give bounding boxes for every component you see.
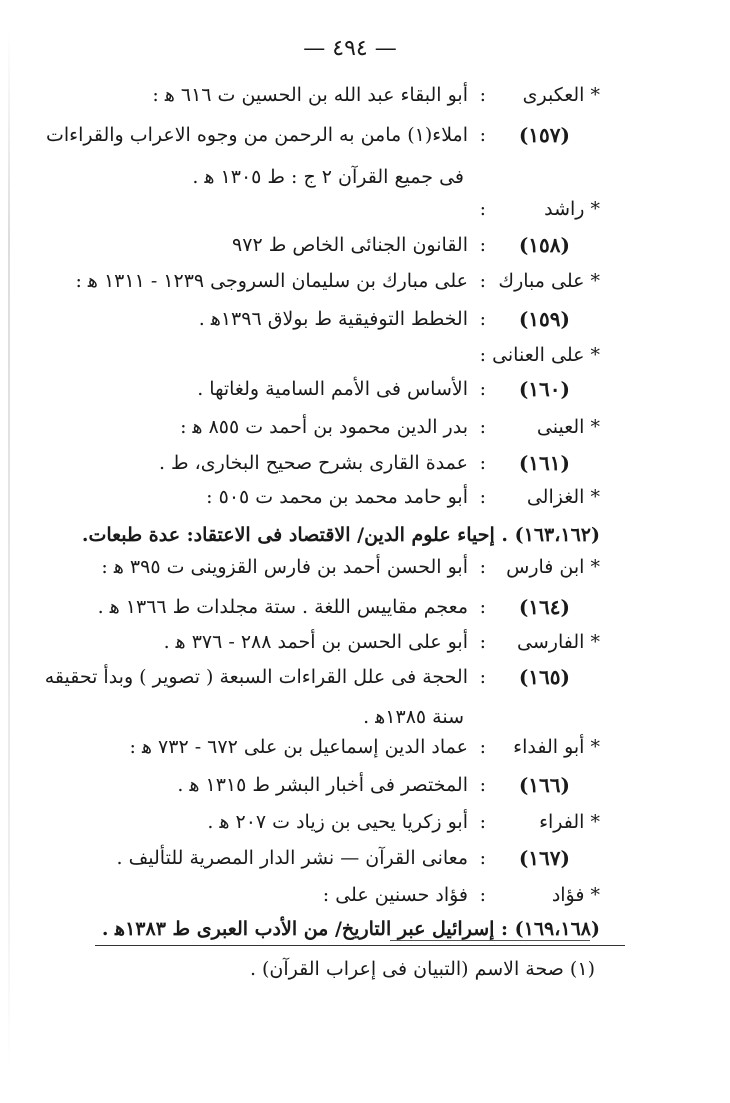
footnote-separator bbox=[95, 945, 625, 946]
entry-line bbox=[0, 878, 730, 912]
author-name: * راشد bbox=[544, 198, 600, 220]
colon-separator: : bbox=[479, 452, 486, 474]
entry-number: (١٦١) bbox=[518, 451, 570, 475]
entry-text: الحجة فى علل القراءات السبعة ( تصوير ) وبدأ تحقيقه bbox=[44, 666, 468, 688]
colon-separator: : bbox=[479, 631, 486, 653]
footnote: (١) صحة الاسم (التبيان فى إعراب القرآن) . bbox=[249, 958, 595, 980]
entry-line bbox=[0, 118, 730, 152]
author-name: * الغزالى bbox=[526, 486, 600, 508]
footnote-rule-short bbox=[390, 940, 590, 941]
colon-separator: : bbox=[479, 234, 486, 256]
entry-text: أبو البقاء عبد الله بن الحسين ت ٦١٦ ﻫ : bbox=[152, 84, 468, 106]
author-name: * العكبرى bbox=[522, 84, 600, 106]
author-name: * الفارسى bbox=[517, 631, 600, 653]
entry-number: (١٦٧) bbox=[518, 846, 570, 870]
colon-separator: : bbox=[479, 378, 486, 400]
colon-separator: : bbox=[479, 736, 486, 758]
entry-text: عمدة القارى بشرح صحيح البخارى، ط . bbox=[158, 452, 468, 474]
entry-text: الأساس فى الأمم السامية ولغاتها . bbox=[197, 378, 468, 400]
colon-separator: : bbox=[479, 666, 486, 688]
entry-text: أبو على الحسن بن أحمد ٢٨٨ - ٣٧٦ ﻫ . bbox=[163, 631, 468, 653]
entry-text: (١٦٣،١٦٢) . إحياء علوم الدين/ الاقتصاد فى الاعتقاد: عدة طبعات. bbox=[81, 524, 600, 546]
entry-line bbox=[0, 730, 730, 764]
entry-text: فؤاد حسنين على : bbox=[322, 884, 468, 906]
entry-line bbox=[0, 228, 730, 262]
entry-line bbox=[0, 446, 730, 480]
author-name: * العينى bbox=[536, 416, 600, 438]
entry-line bbox=[0, 700, 730, 734]
colon-separator: : bbox=[479, 596, 486, 618]
entry-text: على مبارك بن سليمان السروجى ١٢٣٩ - ١٣١١ ﻫ : bbox=[75, 270, 468, 292]
entry-text: أبو زكريا يحيى بن زياد ت ٢٠٧ ﻫ . bbox=[207, 811, 468, 833]
colon-separator: : bbox=[479, 270, 486, 292]
entry-line bbox=[0, 480, 730, 514]
entry-line bbox=[0, 841, 730, 875]
colon-separator: : bbox=[479, 308, 486, 330]
author-name: * فؤاد bbox=[551, 884, 600, 906]
author-name: * الفراء bbox=[539, 811, 600, 833]
entry-text: معجم مقاييس اللغة . ستة مجلدات ط ١٣٦٦ ﻫ . bbox=[97, 596, 468, 618]
entry-text: القانون الجنائى الخاص ط ٩٧٢ bbox=[232, 234, 468, 256]
entry-line bbox=[0, 660, 730, 694]
entry-line bbox=[0, 768, 730, 802]
entry-number: (١٦٦) bbox=[518, 773, 570, 797]
entry-line bbox=[0, 338, 730, 372]
colon-separator: : bbox=[479, 556, 486, 578]
entry-text: (١٦٩،١٦٨) : إسرائيل عبر التاريخ/ من الأدب العبرى ط ١٣٨٣ﻫ . bbox=[101, 918, 600, 940]
entry-line bbox=[0, 302, 730, 336]
entry-number: (١٥٩) bbox=[518, 307, 570, 331]
entry-number: (١٦٥) bbox=[518, 665, 570, 689]
page-number: — ٤٩٤ — bbox=[303, 36, 397, 61]
entry-number: (١٥٧) bbox=[518, 123, 570, 147]
entry-line bbox=[0, 264, 730, 298]
entry-text: معانى القرآن — نشر الدار المصرية للتأليف . bbox=[116, 847, 468, 869]
colon-separator: : bbox=[479, 416, 486, 438]
author-name: * على مبارك bbox=[498, 270, 600, 292]
author-name: * على العنانى bbox=[492, 344, 600, 366]
entry-line bbox=[0, 192, 730, 226]
entry-number: (١٦٠) bbox=[518, 377, 570, 401]
colon-separator: : bbox=[479, 124, 486, 146]
entry-text: املاء(١) مامن به الرحمن من وجوه الاعراب والقراءات bbox=[45, 124, 468, 146]
entry-line bbox=[0, 550, 730, 584]
entry-line bbox=[0, 160, 730, 194]
colon-separator: : bbox=[479, 198, 486, 220]
entry-line bbox=[0, 912, 730, 946]
entry-line bbox=[0, 410, 730, 444]
author-name: * أبو الفداء bbox=[513, 736, 600, 758]
colon-separator: : bbox=[479, 486, 486, 508]
entry-line bbox=[0, 78, 730, 112]
colon-separator: : bbox=[479, 847, 486, 869]
entry-line bbox=[0, 590, 730, 624]
entry-text: الخطط التوفيقية ط بولاق ١٣٩٦ﻫ . bbox=[198, 308, 468, 330]
colon-separator: : bbox=[479, 84, 486, 106]
entry-text: أبو الحسن أحمد بن فارس القزوينى ت ٣٩٥ ﻫ : bbox=[101, 556, 468, 578]
entry-text: أبو حامد محمد بن محمد ت ٥٠٥ : bbox=[206, 486, 468, 508]
colon-separator: : bbox=[479, 811, 486, 833]
entry-text: المختصر فى أخبار البشر ط ١٣١٥ ﻫ . bbox=[177, 774, 468, 796]
entry-text: بدر الدين محمود بن أحمد ت ٨٥٥ ﻫ : bbox=[180, 416, 468, 438]
entry-continuation: فى جميع القرآن ٢ ج : ط ١٣٠٥ ﻫ . bbox=[192, 166, 464, 188]
entry-line bbox=[0, 805, 730, 839]
entry-line bbox=[0, 372, 730, 406]
colon-separator: : bbox=[479, 344, 486, 366]
colon-separator: : bbox=[479, 774, 486, 796]
entry-text: عماد الدين إسماعيل بن على ٦٧٢ - ٧٣٢ ﻫ : bbox=[129, 736, 468, 758]
colon-separator: : bbox=[479, 884, 486, 906]
entry-number: (١٦٤) bbox=[518, 595, 570, 619]
entry-number: (١٥٨) bbox=[518, 233, 570, 257]
entry-line bbox=[0, 518, 730, 552]
author-name: * ابن فارس bbox=[506, 556, 600, 578]
entry-continuation: سنة ١٣٨٥ﻫ . bbox=[363, 706, 464, 728]
entry-line bbox=[0, 625, 730, 659]
